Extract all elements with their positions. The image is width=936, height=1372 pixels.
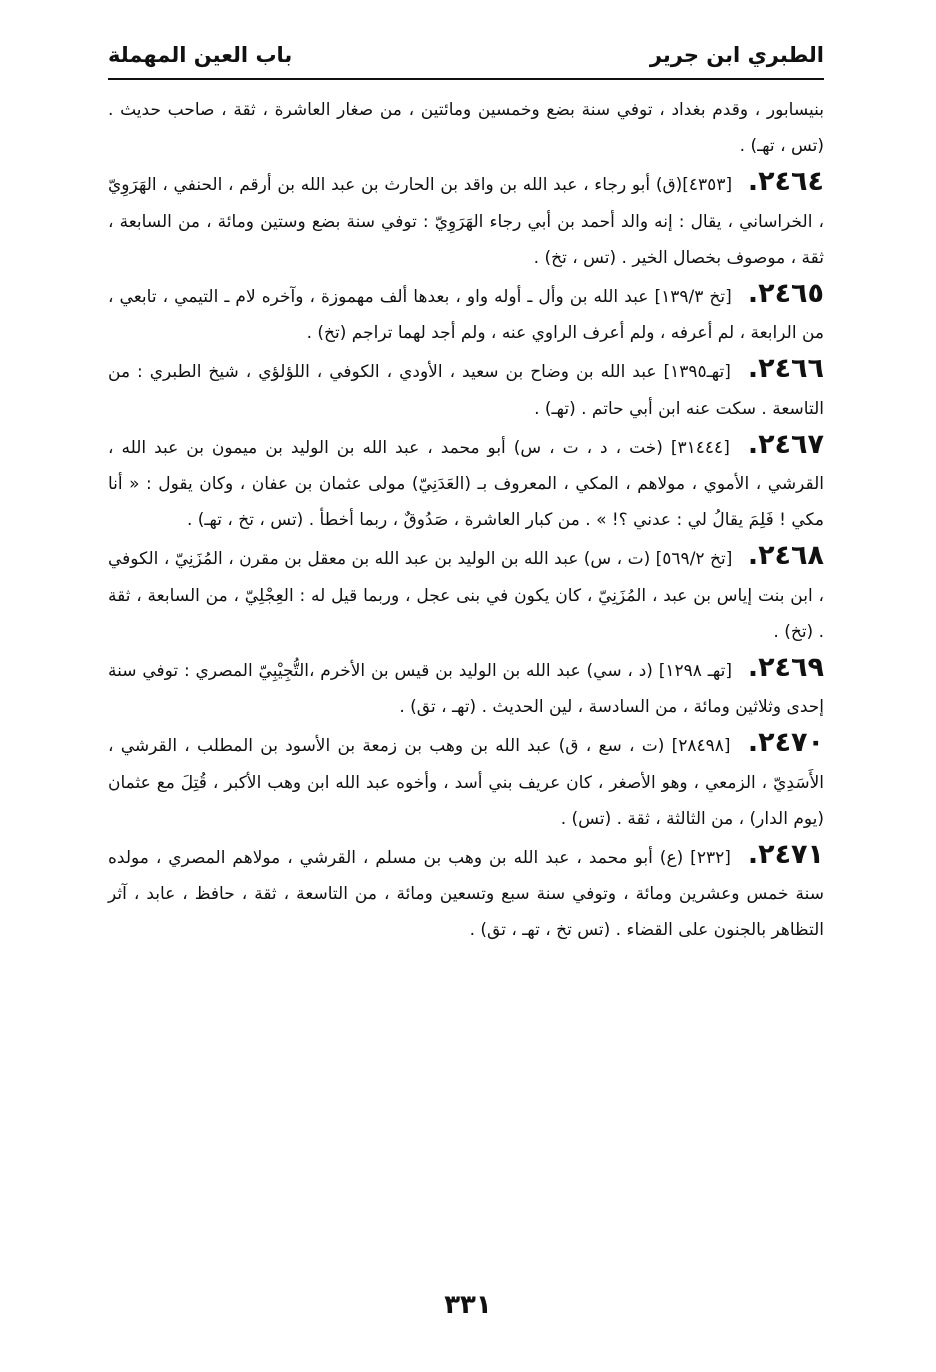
running-header (108, 34, 824, 72)
entry-2466 (108, 351, 824, 426)
entry-text: [تخ ٥٦٩/٢] (ت ، س) عبد الله بن الوليد بن عبد الله بن معقل بن مقرن ، المُزَنِيّ ، الكوفي ، ابن بنت إياس بن عبد ، المُزَنِيّ ، كان يكون في بنى عجل ، وربما قيل له : العِجْلِيّ ، من السابعة ، ثقة . (تخ) . (108, 549, 824, 642)
entry-2467 (108, 427, 824, 539)
entry-number: ٢٤٦٧. (747, 428, 824, 460)
entry-text: [تهـ١٣٩٥] عبد الله بن وضاح بن سعيد ، الأودي ، الكوفي ، اللؤلؤي ، شيخ الطبري : من التاسعة . سكت عنه ابن أبي حاتم . (تهـ) . (108, 362, 824, 419)
entry-2471 (108, 837, 824, 949)
entry-text: [٢٣٢] (ع) أبو محمد ، عبد الله بن وهب بن مسلم ، القرشي ، مولاهم المصري ، مولده سنة خمس وعشرين ومائة ، وتوفي سنة سبع وتسعين ومائة ، من التاسعة ، ثقة ، حافظ ، عابد ، آثر التظاهر بالجنون على القضاء . (تس تخ ، تهـ ، تق) . (108, 848, 824, 941)
entry-number: ٢٤٦٩. (747, 652, 824, 684)
entry-text: [٢٨٤٩٨] (ت ، سع ، ق) عبد الله بن وهب بن زمعة بن الأسود بن المطلب ، القرشي ، الأَسَدِيّ ، الزمعي ، وهو الأصغر ، كان عريف بني أسد ، وأخوه عبد الله ابن وهب الأكبر ، قُتِلَ مع عثمان (يوم الدار) ، من الثالثة ، ثقة . (تس) . (108, 736, 824, 829)
entry-text: [تهـ ١٢٩٨] (د ، سي) عبد الله بن الوليد بن قيس بن الأخرم ،التُّجِيْبِيّ المصري : توفي سنة إحدى وثلاثين ومائة ، من السادسة ، لين الحديث . (تهـ ، تق) . (108, 661, 824, 718)
entry-number: ٢٤٦٥. (747, 278, 825, 310)
entry-2468 (108, 538, 824, 650)
entry-number: ٢٤٦٨. (747, 540, 824, 572)
entry-number: ٢٤٦٦. (747, 353, 825, 385)
entry-2470 (108, 725, 824, 837)
entry-number: ٢٤٧٠. (747, 727, 825, 759)
header-chapter-title: باب العين المهملة (108, 43, 293, 67)
header-book-title: الطبري ابن جرير (649, 43, 824, 67)
page-number: ٣٣١ (444, 1290, 492, 1320)
continuation-paragraph: بنيسابور ، وقدم بغداد ، توفي سنة بضع وخمسين ومائتين ، من صغار العاشرة ، ثقة ، صاحب حديث . (تس ، تهـ) . (108, 100, 824, 157)
header-divider (108, 78, 824, 80)
entry-number: ٢٤٧١. (747, 839, 825, 871)
entry-text: [تخ ١٣٩/٣] عبد الله بن وأل ـ أوله واو ، بعدها ألف مهموزة ، وآخره لام ـ التيمي ، تابعي ، من الرابعة ، لم أعرفه ، ولم أعرف الراوي عنه ، ولم أجد لهما تراجم (تخ) . (108, 287, 824, 344)
entry-number: ٢٤٦٤. (747, 166, 824, 198)
entry-text: [٣١٤٤٤] (خت ، د ، ت ، س) أبو محمد ، عبد الله بن الوليد بن ميمون بن عبد الله ، القرشي ، الأموي ، مولاهم ، المكي ، المعروف بـ (العَدَنِيّ) مولى عثمان بن عفان ، وكان يقول : « أنا مكي ! فَلِمَ يقالُ لي : عدني ؟! » . من كبار العاشرة ، صَدُوقٌ ، ربما أخطأ . (تس ، تخ ، تهـ) . (108, 437, 824, 531)
entry-text: [٤٣٥٣](ق) أبو رجاء ، عبد الله بن واقد بن الحارث بن عبد الله بن أرقم ، الحنفي ، الهَرَوِيّ ، الخراساني ، يقال : إنه والد أحمد بن أبي رجاء الهَرَوِيّ : توفي سنة بضع وستين ومائة ، من السابعة ، ثقة ، موصوف بخصال الخير . (تس ، تخ) . (108, 175, 824, 268)
entry-2469 (108, 650, 824, 725)
entry-2465 (108, 276, 824, 351)
entry-2464 (108, 164, 824, 276)
page-body (108, 92, 824, 949)
